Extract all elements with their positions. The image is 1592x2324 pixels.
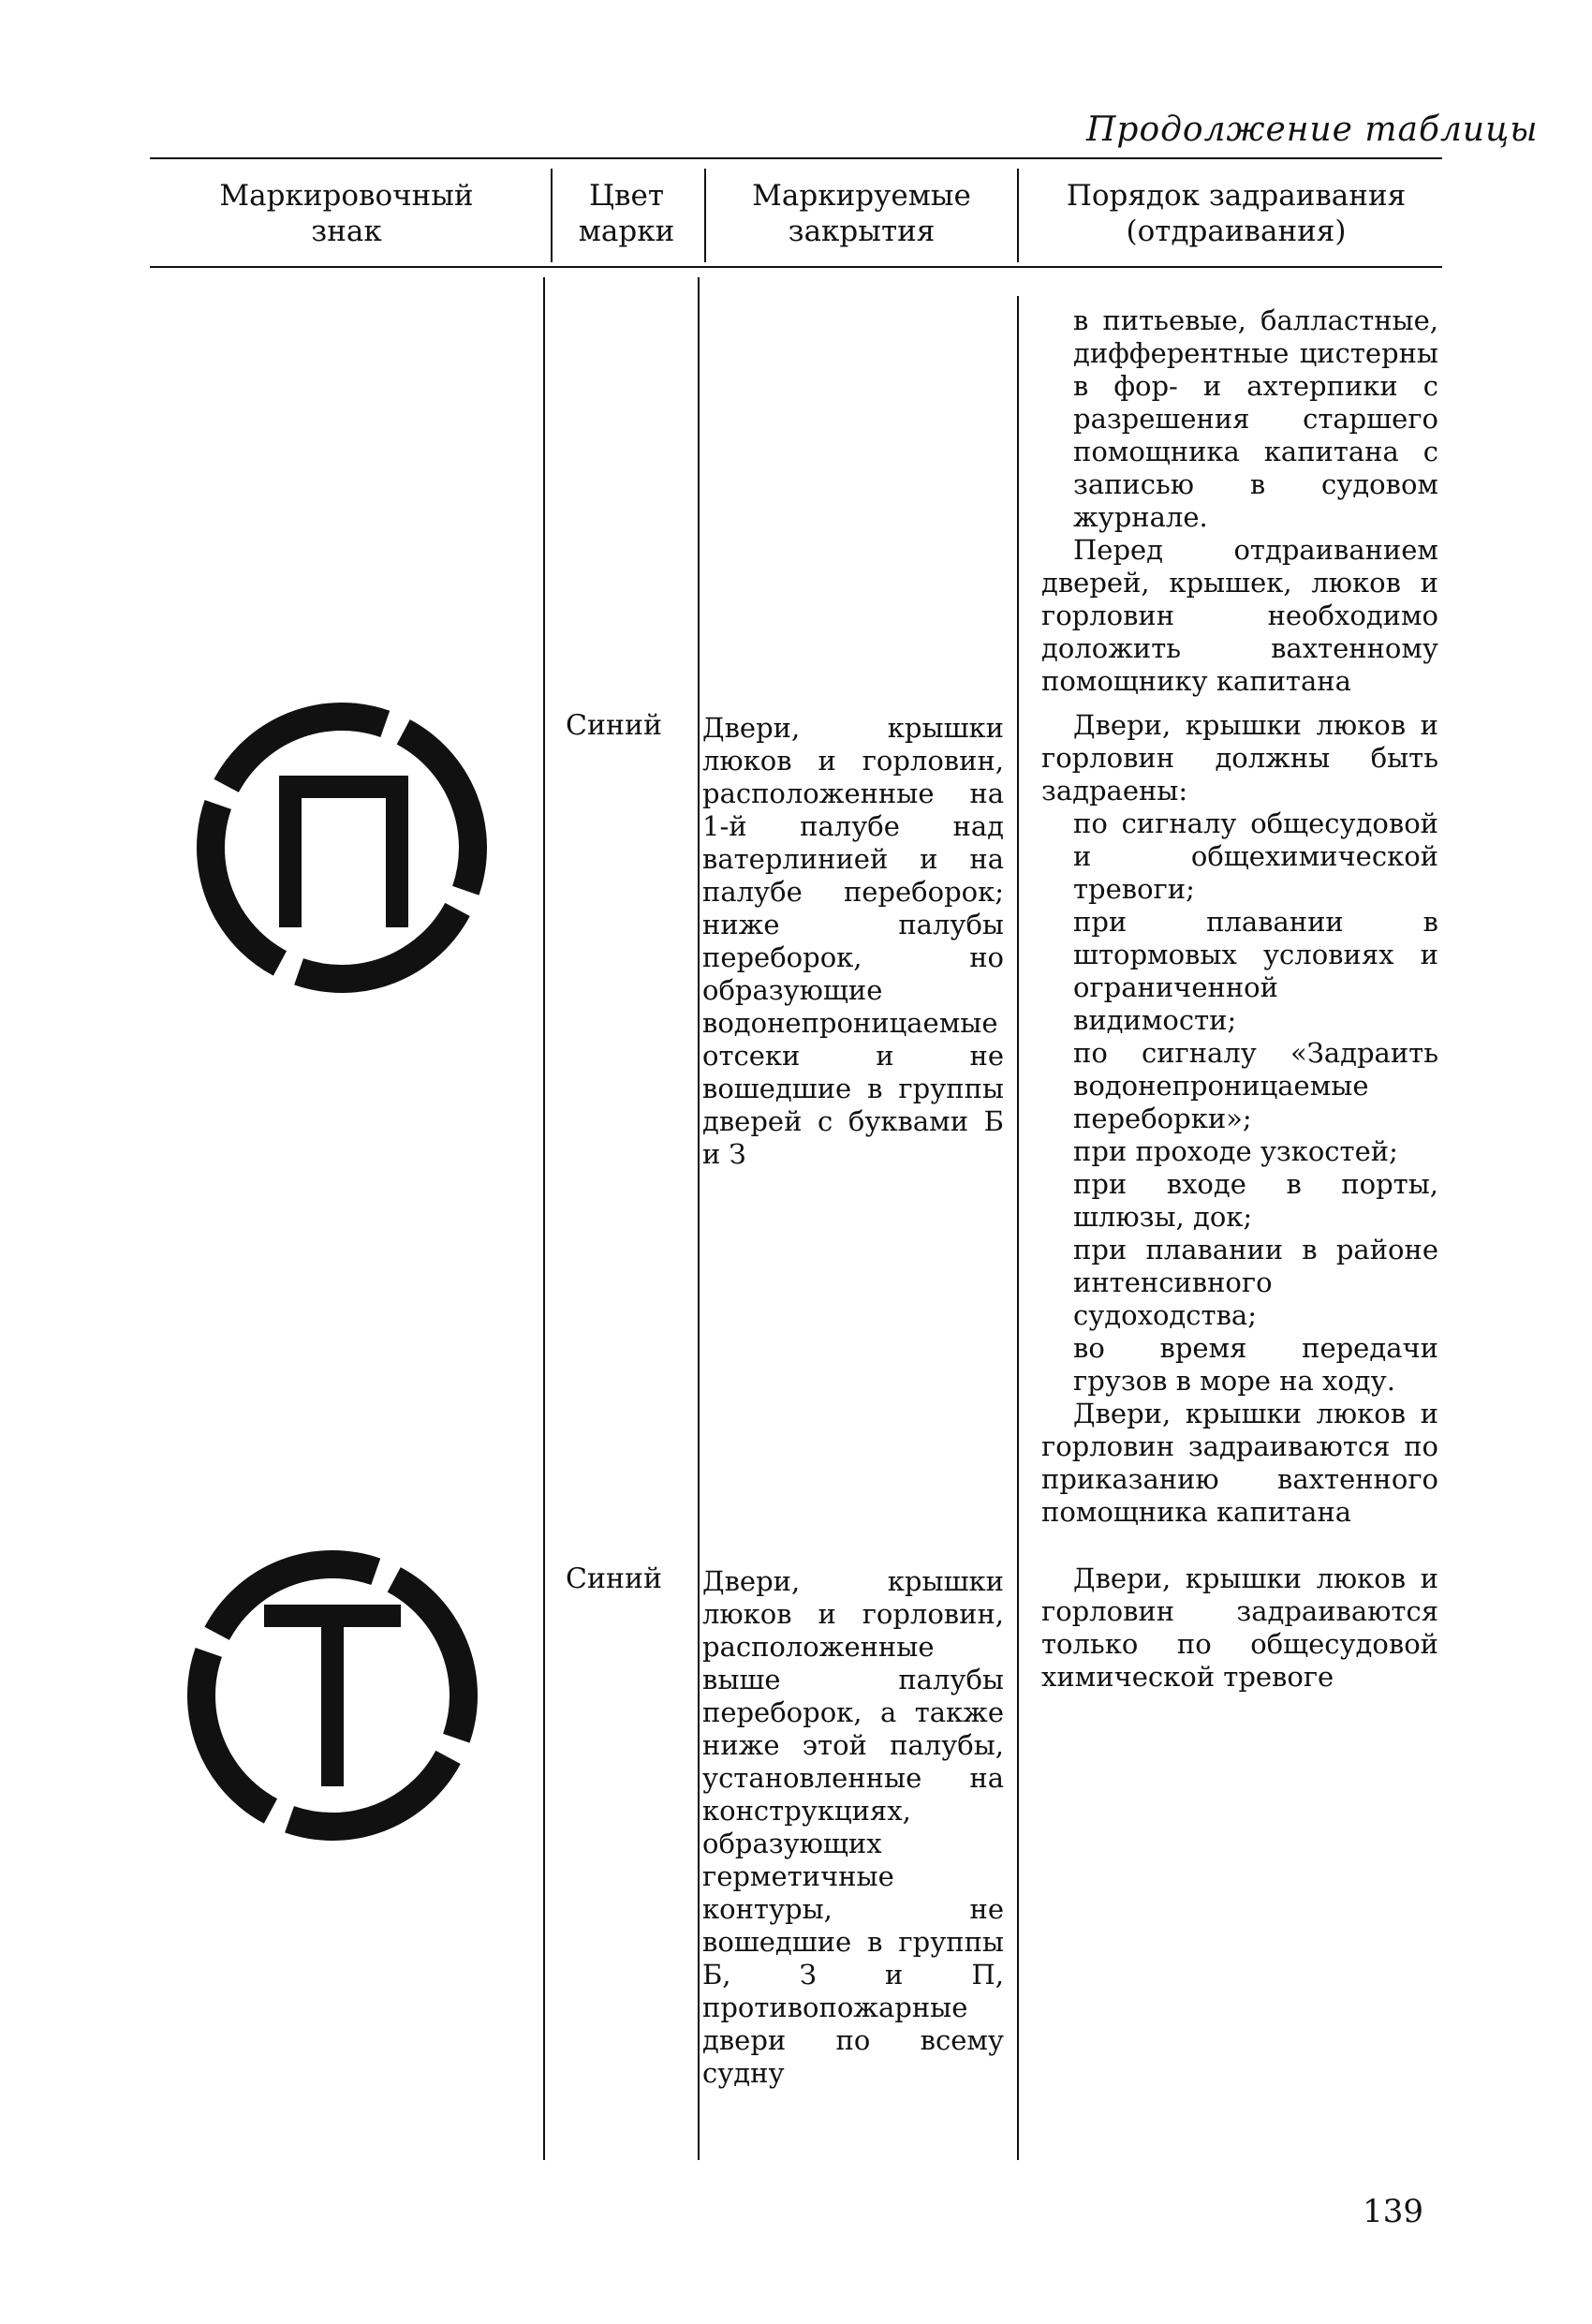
procedure-outro: Двери, крышки люков и горловин задраиваются по приказанию вахтенного помощника капитана <box>1041 1398 1438 1528</box>
row-color: Синий <box>566 709 662 742</box>
header-bottom-rule <box>150 266 1442 268</box>
procedure-item: при плавании в районе интенсивного судоходства; <box>1073 1234 1438 1331</box>
header-closures: Маркируемые закрытия <box>752 179 971 248</box>
procedure-item: во время передачи грузов в море на ходу. <box>1073 1332 1438 1397</box>
procedure-continuation <box>1041 304 1438 698</box>
header-divider <box>704 169 706 262</box>
continuation-label: Продолжение таблицы <box>1086 111 1539 149</box>
procedure-item: при входе в порты, шлюзы, док; <box>1073 1168 1438 1233</box>
procedure-item: по сигналу общесудовой и общехимической тревоги; <box>1073 807 1438 905</box>
header-sign: Маркировочный знак <box>219 179 474 248</box>
column-divider <box>698 277 700 2160</box>
header-color: Цвет марки <box>578 179 675 248</box>
procedure-item: при проходе узкостей; <box>1073 1135 1398 1167</box>
procedure-intro: Двери, крышки люков и горловин должны быть задраены: <box>1041 709 1438 807</box>
row-closures: Двери, крышки люков и горловин, расположенные на 1-й палубе над ватерлинией и на палубе переборок; ниже палубы переборок, но образующие водонепроницаемые отсеки и не вошедшие в группы дверей с буквами Б и З <box>702 712 1004 1170</box>
header-divider <box>1017 169 1019 262</box>
procedure-paragraph: в питьевые, балластные, дифферентные цистерны в фор- и ахтерпики с разрешения старшего помощника капитана с записью в судовом журнале. <box>1073 304 1438 533</box>
column-divider <box>1017 296 1019 2160</box>
row-color: Синий <box>566 1562 662 1595</box>
marking-sign-t <box>178 1541 487 1850</box>
page-number: 139 <box>1363 2193 1423 2230</box>
procedure-intro: Двери, крышки люков и горловин задраиваются только по общесудовой химической тревоге <box>1041 1562 1438 1693</box>
procedure-paragraph: Перед отдраиванием дверей, крышек, люков и горловин необходимо доложить вахтенному помощнику капитана <box>1041 534 1438 697</box>
header-procedure: Порядок задраивания (отдраивания) <box>1066 179 1407 248</box>
procedure-item: по сигналу «Задраить водонепроницаемые переборки»; <box>1073 1037 1438 1134</box>
row-procedure <box>1041 709 1438 1529</box>
procedure-item: при плавании в штормовых условиях и ограниченной видимости; <box>1073 906 1438 1036</box>
column-divider <box>543 277 545 2160</box>
table-top-rule <box>150 157 1442 159</box>
row-closures: Двери, крышки люков и горловин, расположенные выше палубы переборок, а также ниже этой палубы, установленные на конструкциях, образующих герметичные контуры, не вошедшие в группы Б, З и П, противопожарные двери по всему судну <box>702 1565 1004 2089</box>
sign-letter: П <box>341 862 343 863</box>
header-divider <box>551 169 553 262</box>
row-procedure <box>1041 1562 1438 1694</box>
marking-sign-p <box>187 693 496 1002</box>
